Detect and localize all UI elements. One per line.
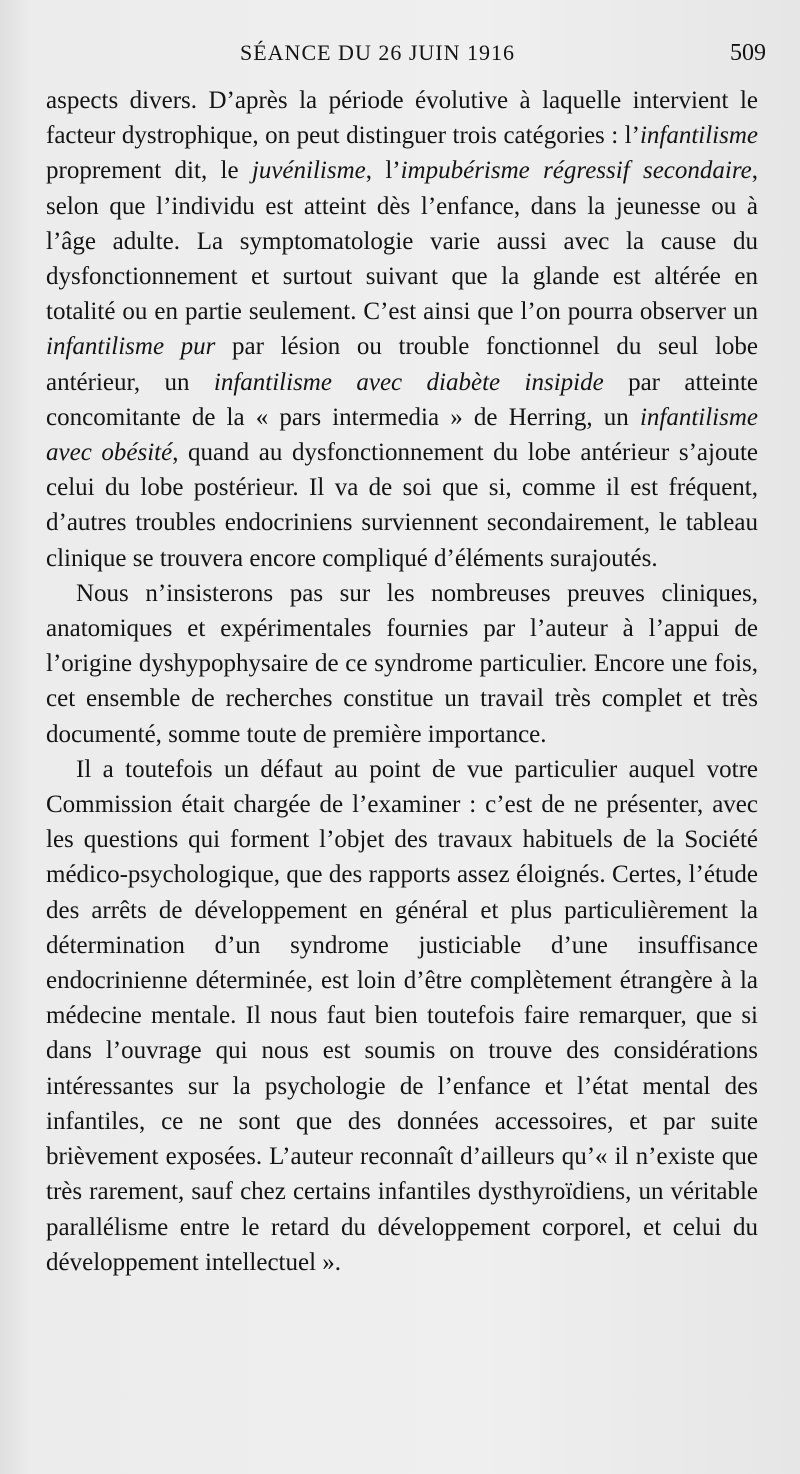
text-run: proprement dit, le: [46, 157, 252, 185]
italic-text: impubérisme régressif secondaire: [400, 157, 752, 185]
text-run: Nous n’insisterons pas sur les nombreuses preuves cliniques, anatomiques et expérimentales fournies par l’auteur à l’appui de l’origine dyshypophysaire de ce syndrome particulier. Encore une fois, cet ensemble de recherches constitue un travail très complet et très documenté, somme toute de première importance.: [46, 579, 758, 748]
page-number: 509: [730, 40, 766, 66]
paragraph: [46, 752, 758, 1280]
text-run: , selon que l’individu est atteint dès l’enfance, dans la jeunesse ou à l’âge adulte. La symptomatologie varie aussi avec la cause du dysfonctionnement et surtout suivant que la glande est altérée en totalité ou en partie seulement. C’est ainsi que l’on pourra observer un: [46, 157, 758, 326]
text-run: par lésion ou trouble fonctionnel du seul lobe antérieur, un: [46, 333, 758, 396]
italic-text: infantilisme pur: [46, 333, 216, 361]
italic-text: infantilisme: [639, 122, 758, 150]
page-header: [0, 40, 800, 80]
paragraph: [46, 83, 758, 576]
text-run: Il a toutefois un défaut au point de vue particulier auquel votre Commission était chargée de l’examiner : c’est de ne présenter, avec les questions qui forment l’objet des travaux habituels de la Société médico-psychologique, que des rapports assez éloignés. Certes, l’étude des arrêts de développement en général et plus particulièrement la détermination d’un syndrome justiciable d’une insuffisance endocrinienne déterminée, est loin d’être complètement étrangère à la médecine mentale. Il nous faut bien toutefois faire remarquer, que si dans l’ouvrage qui nous est soumis on trouve des considérations intéressantes sur la psychologie de l’enfance et l’état mental des infantiles, ce ne sont que des données accessoires, et par suite brièvement exposées. L’auteur reconnaît d’ailleurs qu’« il n’existe que très rarement, sauf chez certains infantiles dysthyroïdiens, un véritable parallélisme entre le retard du développement corporel, et celui du développement intellectuel ».: [46, 755, 758, 1276]
text-run: , l’: [365, 157, 401, 185]
italic-text: infantilisme avec obésité: [46, 403, 758, 467]
text-run: , quand au dysfonctionnement du lobe antérieur s’ajoute celui du lobe postérieur. Il va de soi que si, comme il est fréquent, d’autres troubles endocriniens surviennent secondairement, le tableau clinique se trouvera encore compliqué d’éléments surajoutés.: [46, 439, 758, 572]
paragraph: [46, 576, 758, 752]
text-run: par atteinte concomitante de la « pars intermedia » de Herring, un: [46, 368, 758, 431]
body-text: [46, 83, 758, 1280]
italic-text: juvénilisme: [251, 157, 366, 185]
italic-text: infantilisme avec diabète insipide: [213, 368, 604, 396]
text-run: aspects divers. D’après la période évolutive à laquelle intervient le facteur dystrophique, on peut distinguer trois catégories : l’: [46, 87, 758, 150]
running-title: SÉANCE DU 26 JUIN 1916: [240, 40, 515, 65]
